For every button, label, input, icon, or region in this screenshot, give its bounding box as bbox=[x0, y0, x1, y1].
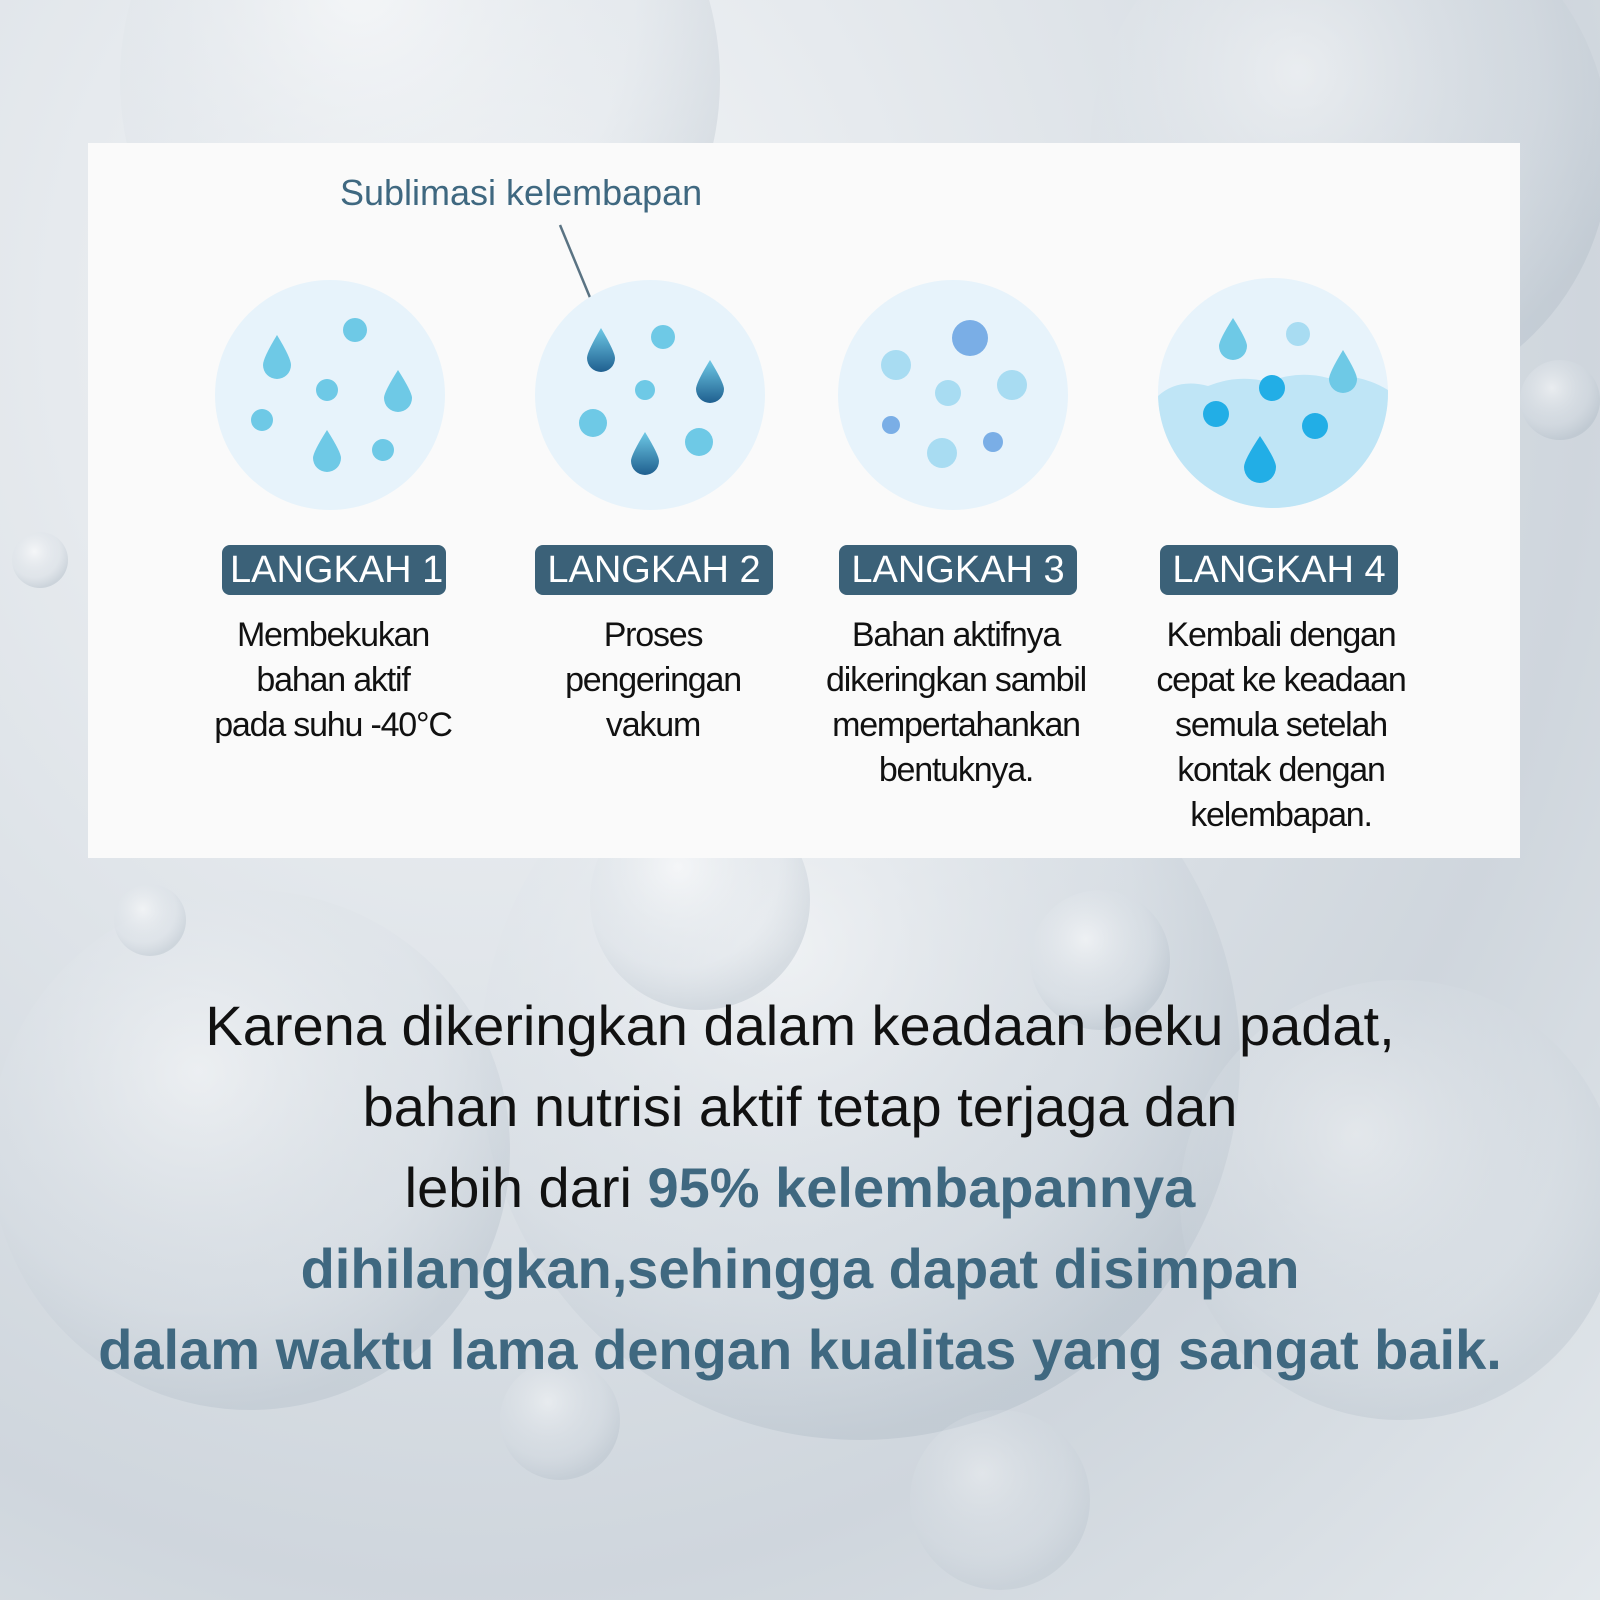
step-1-badge: LANGKAH 1 bbox=[222, 545, 446, 595]
sublimation-annotation: Sublimasi kelembapan bbox=[340, 172, 703, 213]
step-4-illustration bbox=[1158, 278, 1388, 508]
summary-line-3-plain: lebih dari bbox=[404, 1156, 648, 1219]
summary-line-5: dalam waktu lama dengan kualitas yang sangat baik. bbox=[98, 1318, 1502, 1381]
step-1-description: Membekukan bahan aktif pada suhu -40°C bbox=[214, 616, 452, 744]
step-4-description: Kembali dengan cepat ke keadaan semula setelah kontak dengan kelembapan. bbox=[1156, 616, 1406, 834]
summary-line-4: dihilangkan,sehingga dapat disimpan bbox=[300, 1237, 1300, 1300]
step-2-illustration bbox=[535, 280, 765, 510]
step-1-illustration bbox=[215, 280, 445, 510]
summary-line-1: Karena dikeringkan dalam keadaan beku padat, bbox=[205, 994, 1395, 1057]
step-4-badge: LANGKAH 4 bbox=[1160, 545, 1398, 595]
step-3-badge: LANGKAH 3 bbox=[839, 545, 1077, 595]
summary-line-2: bahan nutrisi aktif tetap terjaga dan bbox=[362, 1075, 1238, 1138]
summary-text bbox=[0, 985, 1600, 1390]
step-3-description: Bahan aktifnya dikeringkan sambil mempertahankan bentuknya. bbox=[826, 616, 1086, 789]
summary-line-3-highlight: 95% kelembapannya bbox=[647, 1156, 1196, 1219]
step-3-illustration bbox=[838, 280, 1068, 510]
step-2-description: Proses pengeringan vakum bbox=[565, 616, 741, 744]
step-2-badge: LANGKAH 2 bbox=[535, 545, 773, 595]
